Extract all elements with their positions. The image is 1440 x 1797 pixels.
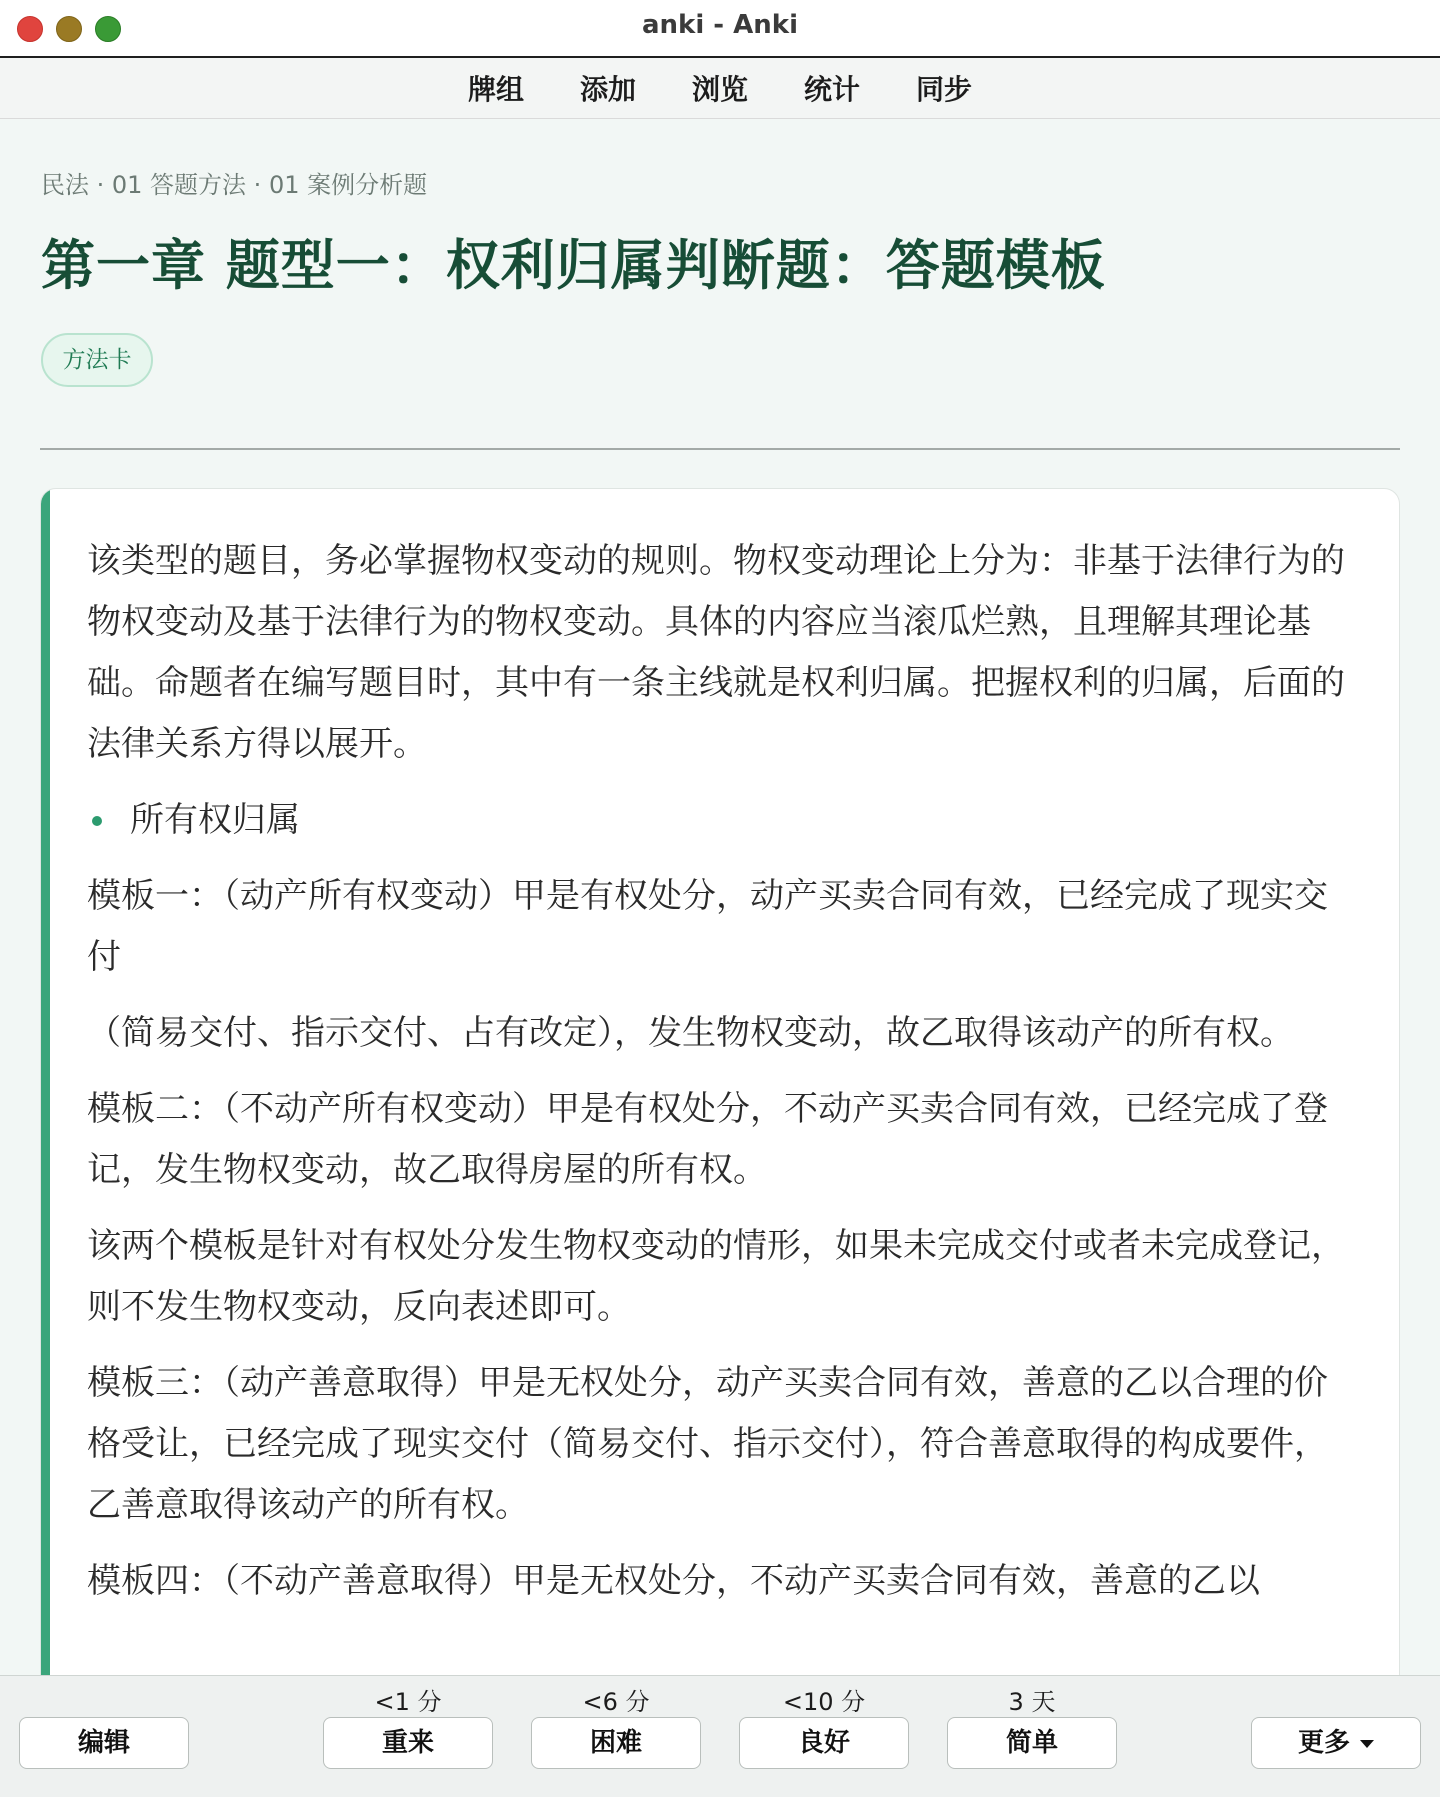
card-body [87, 531, 1351, 1627]
easy-button[interactable]: 简单 [947, 1717, 1117, 1769]
template3-paragraph: 模板三：（动产善意取得）甲是无权处分，动产买卖合同有效，善意的乙以合理的价格受让，已经完成了现实交付（简易交付、指示交付），符合善意取得的构成要件，乙善意取得该动产的所有权。 [87, 1363, 1328, 1525]
again-interval: <1 分 [374, 1688, 442, 1716]
edit-button[interactable]: 编辑 [19, 1717, 189, 1769]
toolbar-decks[interactable]: 牌组 [467, 73, 524, 106]
toolbar-add[interactable]: 添加 [579, 73, 636, 106]
window-title: anki - Anki [642, 10, 798, 40]
main-toolbar [0, 58, 1440, 119]
template4-paragraph: 模板四：（不动产善意取得）甲是无权处分，不动产买卖合同有效，善意的乙以 [87, 1561, 1260, 1601]
again-button[interactable]: 重来 [323, 1717, 493, 1769]
more-label: 更多 [1297, 1728, 1350, 1758]
bullet-label: 所有权归属 [130, 800, 300, 840]
page-title: 第一章 题型一：权利归属判断题：答题模板 [41, 234, 1106, 297]
more-button[interactable] [1251, 1717, 1421, 1769]
review-content[interactable] [0, 119, 1440, 1675]
chevron-down-icon [1360, 1740, 1374, 1748]
breadcrumb: 民法 · 01 答题方法 · 01 案例分析题 [41, 171, 428, 199]
answer-bar [0, 1675, 1440, 1797]
hard-interval: <6 分 [582, 1688, 650, 1716]
card-panel [40, 488, 1400, 1675]
good-button[interactable]: 良好 [739, 1717, 909, 1769]
bullet-icon [92, 816, 102, 826]
hard-button[interactable]: 困难 [531, 1717, 701, 1769]
card-accent-bar [41, 489, 50, 1675]
toolbar-browse[interactable]: 浏览 [691, 73, 748, 106]
good-interval: <10 分 [782, 1688, 866, 1716]
toolbar-sync[interactable]: 同步 [916, 73, 973, 106]
easy-interval: 3 天 [1008, 1688, 1056, 1716]
card-type-tag: 方法卡 [41, 333, 153, 387]
template1-paragraph: 模板一：（动产所有权变动）甲是有权处分，动产买卖合同有效，已经完成了现实交付 [87, 876, 1328, 977]
intro-paragraph: 该类型的题目，务必掌握物权变动的规则。物权变动理论上分为：非基于法律行为的物权变动及基于法律行为的物权变动。具体的内容应当滚瓜烂熟，且理解其理论基础。命题者在编写题目时，其中有一条主线就是权利归属。把握权利的归属，后面的法律关系方得以展开。 [87, 541, 1345, 764]
template2-paragraph: 模板二：（不动产所有权变动）甲是有权处分，不动产买卖合同有效，已经完成了登记，发生物权变动，故乙取得房屋的所有权。 [87, 1089, 1328, 1190]
template1-continuation: （简易交付、指示交付、占有改定），发生物权变动，故乙取得该动产的所有权。 [87, 1013, 1294, 1053]
list-item [87, 790, 1351, 851]
divider [40, 448, 1400, 450]
note-paragraph: 该两个模板是针对有权处分发生物权变动的情形，如果未完成交付或者未完成登记，则不发生物权变动，反向表述即可。 [87, 1226, 1345, 1327]
window-titlebar [0, 0, 1440, 58]
toolbar-stats[interactable]: 统计 [804, 73, 861, 106]
